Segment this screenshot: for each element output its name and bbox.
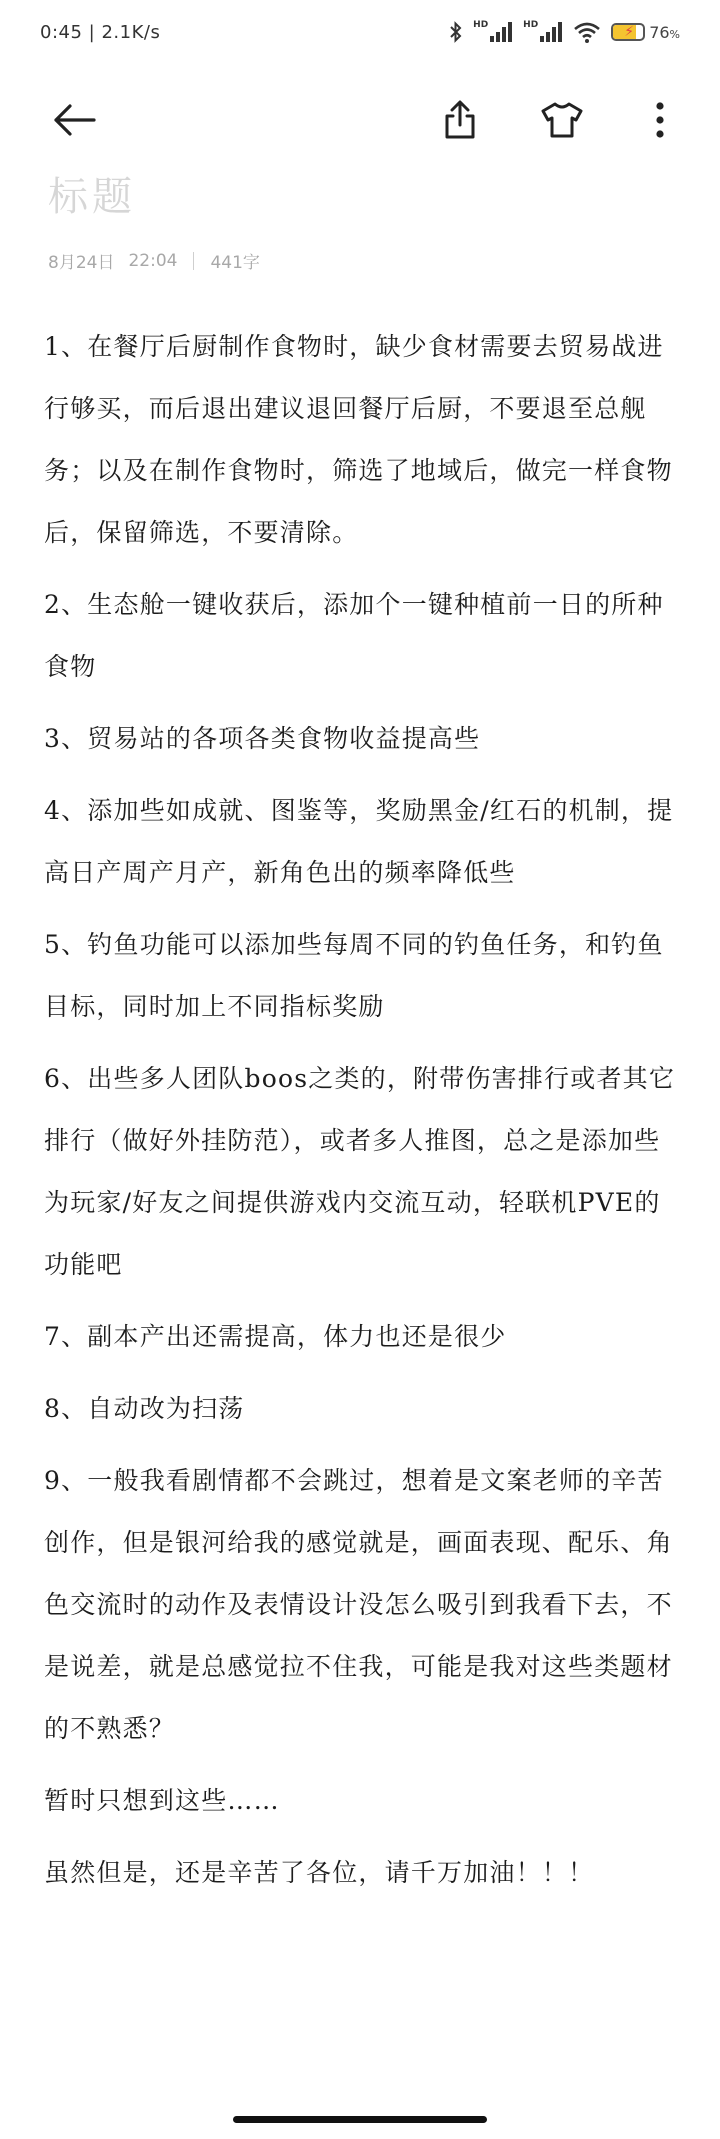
more-options-button[interactable] <box>620 70 700 170</box>
signal-2-icon <box>523 22 563 42</box>
network-speed: 2.1K/s <box>101 21 161 43</box>
note-date: 8月24日 <box>48 253 115 273</box>
hd-label-2: HD <box>523 20 539 30</box>
note-toolbar <box>0 70 720 170</box>
charging-bolt-icon: ⚡ <box>624 24 635 40</box>
more-vertical-icon <box>654 101 666 139</box>
note-paragraph-9: 9、一般我看剧情都不会跳过，想着是文案老师的辛苦创作，但是银河给我的感觉就是，画面表现、配乐、角色交流时的动作及表情设计没怎么吸引到我看下去，不是说差，就是总感觉拉不住我，可能是我对这些类题材的不熟悉？ <box>44 1466 673 1743</box>
hd-label-1: HD <box>473 20 489 30</box>
wifi-icon <box>573 21 601 43</box>
status-time: 0:45 <box>40 21 83 43</box>
note-paragraph-5: 5、钓鱼功能可以添加些每周不同的钓鱼任务，和钓鱼目标，同时加上不同指标奖励 <box>44 930 664 1021</box>
note-paragraph-10: 暂时只想到这些…… <box>44 1786 280 1815</box>
note-paragraph-2: 2、生态舱一键收获后，添加个一键种植前一日的所种食物 <box>44 590 664 681</box>
note-paragraph-11: 虽然但是，还是辛苦了各位，请千万加油！！！ <box>44 1858 595 1887</box>
battery-icon <box>611 23 645 41</box>
status-left <box>40 22 160 43</box>
note-paragraph-7: 7、副本产出还需提高，体力也还是很少 <box>44 1322 507 1351</box>
home-indicator[interactable] <box>233 2116 487 2123</box>
signal-1-icon <box>473 22 513 42</box>
status-bar <box>0 0 720 64</box>
note-paragraph-4: 4、添加些如成就、图鉴等，奖励黑金/红石的机制，提高日产周产月产，新角色出的频率降低些 <box>44 796 674 887</box>
bluetooth-icon <box>449 21 463 43</box>
status-right <box>449 21 680 43</box>
word-count: 441字 <box>210 253 260 273</box>
note-paragraph-1: 1、在餐厅后厨制作食物时，缺少食材需要去贸易战进行够买，而后退出建议退回餐厅后厨，不要退至总舰务；以及在制作食物时，筛选了地域后，做完一样食物后，保留筛选，不要清除。 <box>44 332 673 547</box>
back-button[interactable] <box>34 70 114 170</box>
note-title-field[interactable]: 标题 <box>48 174 136 220</box>
note-time: 22:04 <box>128 250 178 271</box>
note-paragraph-3: 3、贸易站的各项各类食物收益提高些 <box>44 724 481 753</box>
share-button[interactable] <box>420 70 500 170</box>
meta-divider <box>193 252 194 270</box>
status-divider: | <box>88 21 102 43</box>
share-icon <box>442 100 478 140</box>
theme-skin-button[interactable] <box>522 70 602 170</box>
note-body-editor[interactable] <box>44 316 684 1914</box>
note-paragraph-6: 6、出些多人团队boos之类的，附带伤害排行或者其它排行（做好外挂防范），或者多人推图，总之是添加些为玩家/好友之间提供游戏内交流互动，轻联机PVE的功能吧 <box>44 1064 676 1279</box>
note-meta <box>48 248 260 273</box>
note-paragraph-8: 8、自动改为扫荡 <box>44 1394 245 1423</box>
back-arrow-icon <box>52 103 96 137</box>
battery-indicator <box>611 23 680 42</box>
battery-percentage: 76% <box>649 22 680 42</box>
tshirt-icon <box>540 101 584 139</box>
